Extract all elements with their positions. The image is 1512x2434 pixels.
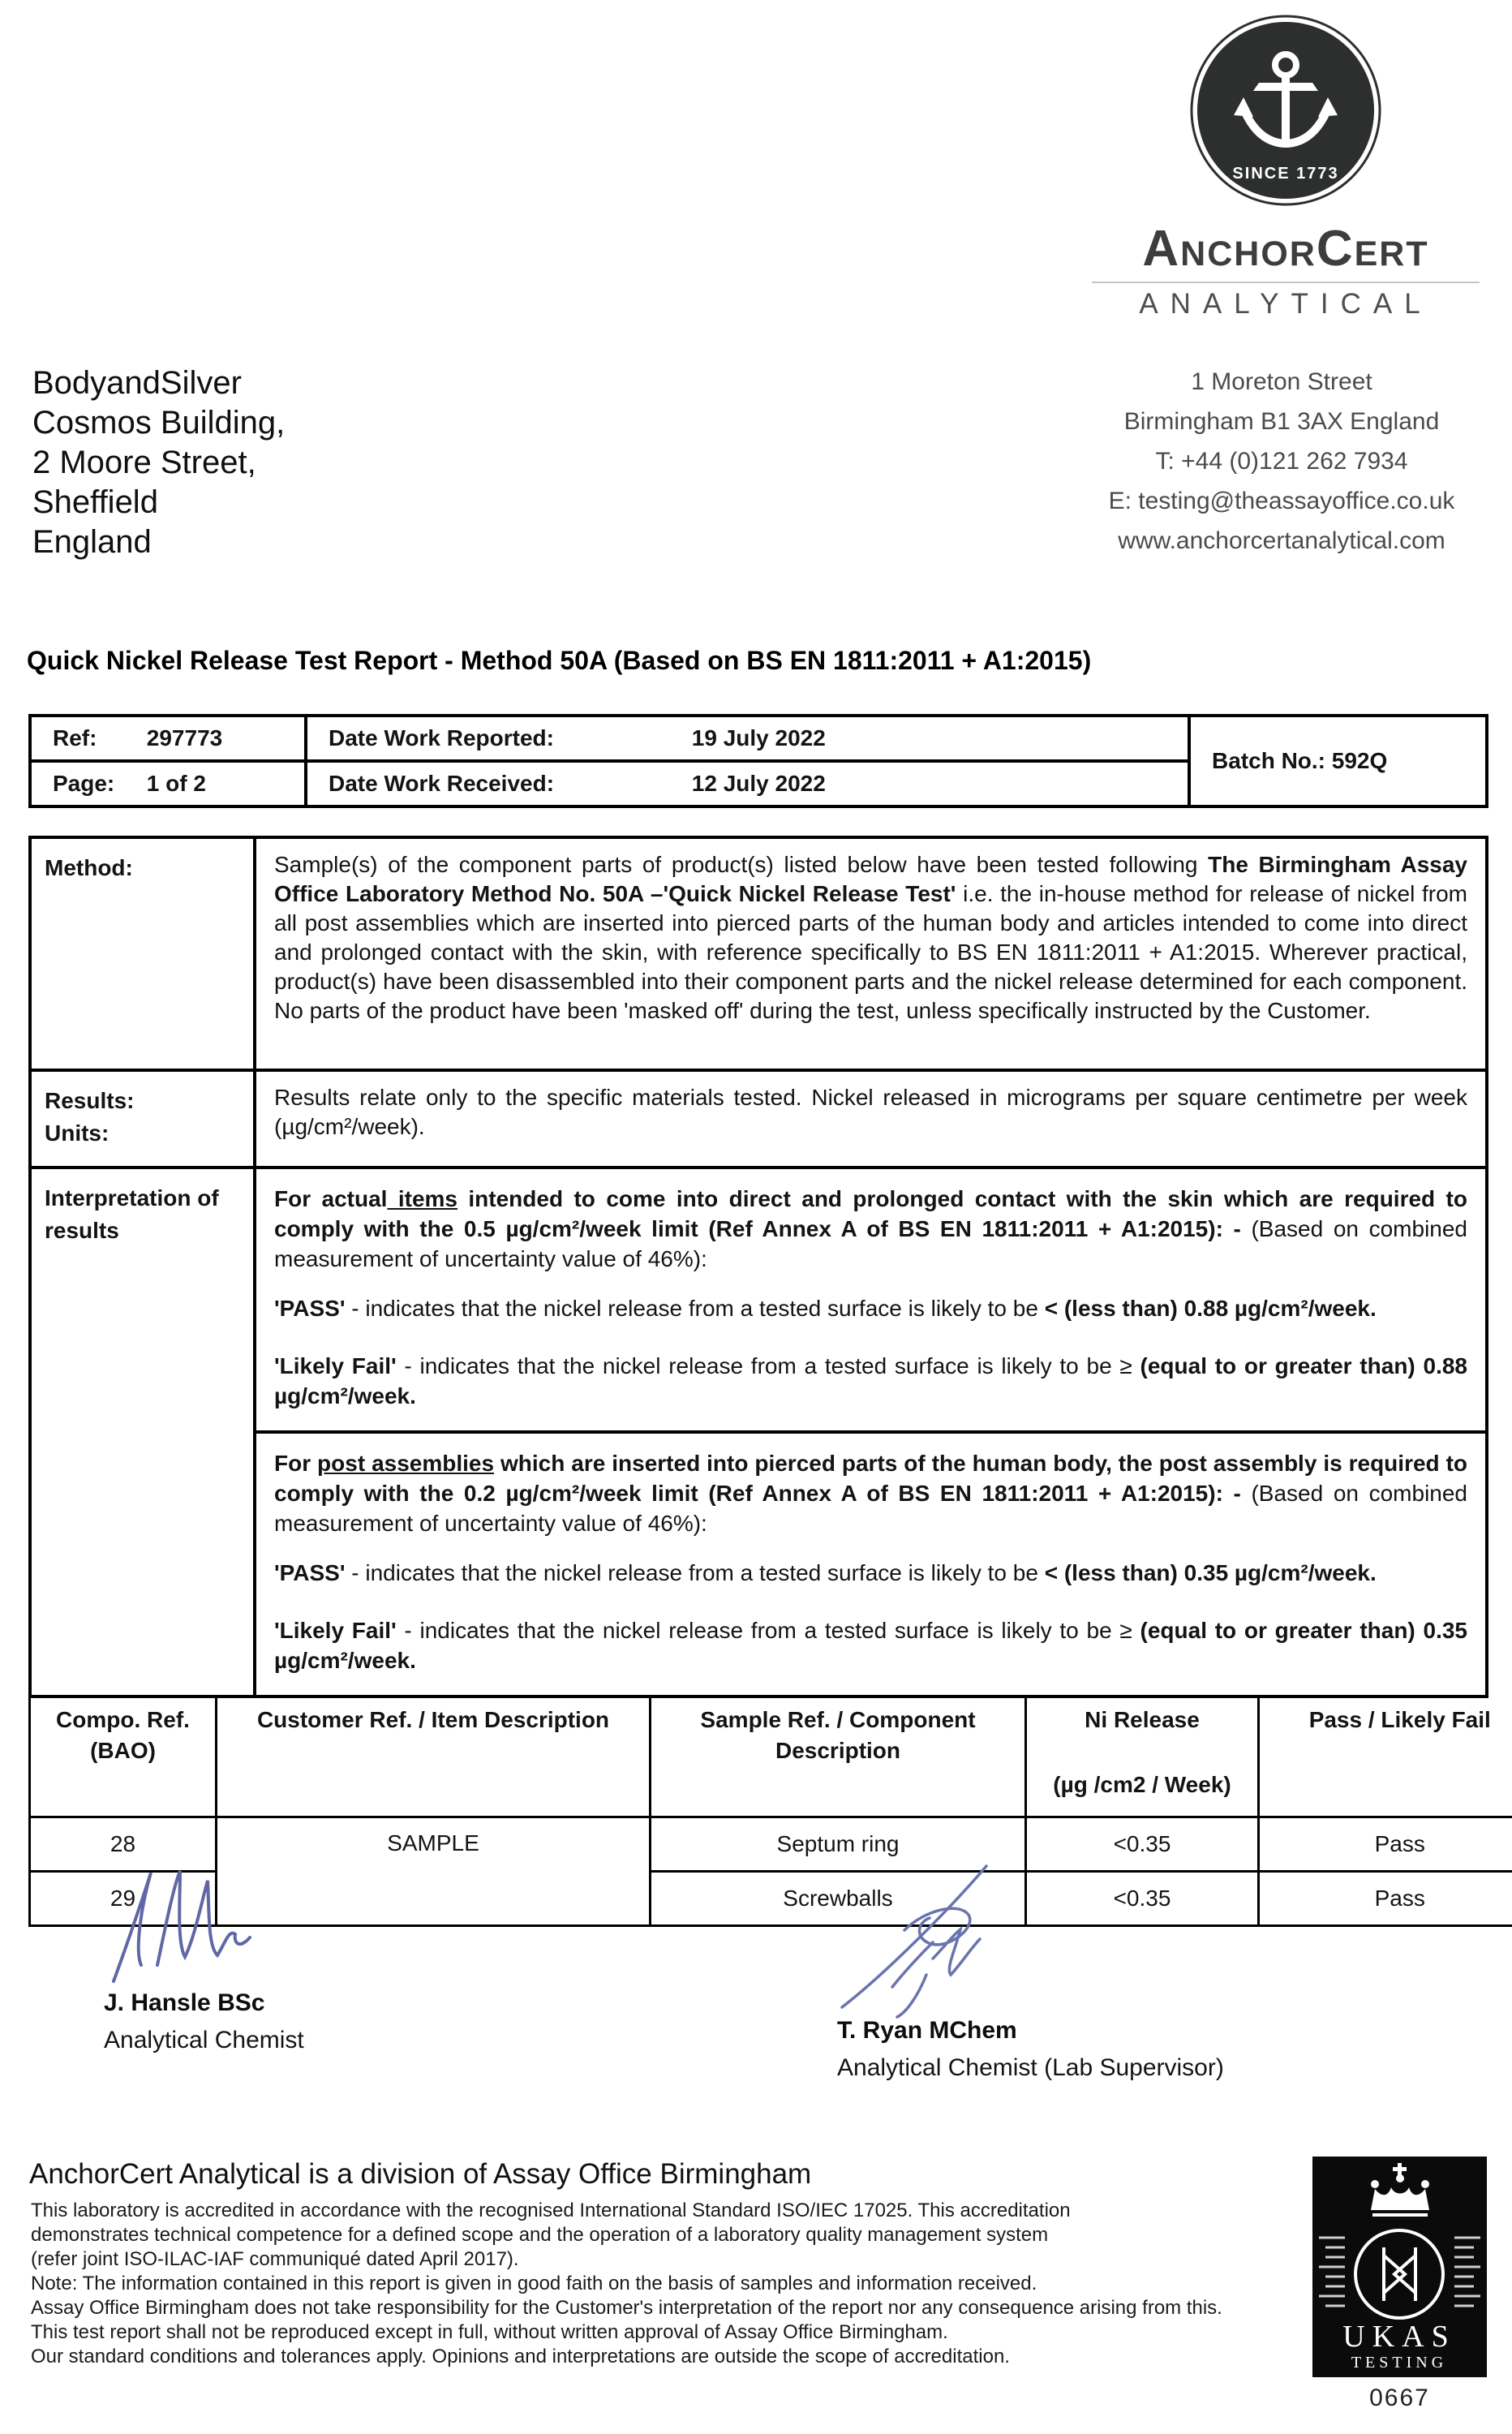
batch-number-cell: Batch No.: 592Q xyxy=(1189,716,1487,806)
col-header-pass-fail: Pass / Likely Fail xyxy=(1259,1695,1512,1817)
post-limit-text: For post assemblies which are inserted into pierced parts of the human body, the post assembly is required to comply with the 0.2 µg/cm²/week limit (Ref Annex A of BS EN 1811:2011 + A1:2015): - (Based on combined measurement of uncertainty value of 46%): xyxy=(274,1451,1468,1536)
brand-divider xyxy=(1092,282,1480,283)
results-units-row xyxy=(30,1070,1487,1168)
interpretation-post-section xyxy=(256,1434,1485,1695)
ni-release-value: <0.35 xyxy=(1026,1817,1259,1872)
signatory-role: Analytical Chemist xyxy=(104,2027,304,2053)
lab-address xyxy=(1079,362,1484,561)
compo-ref-header-sub: (BAO) xyxy=(90,1738,156,1763)
compo-ref-value: 28 xyxy=(30,1817,217,1872)
footer-line: demonstrates technical competence for a defined scope and the operation of a laboratory quality management system xyxy=(31,2224,1049,2246)
footer-disclaimer xyxy=(31,2199,1304,2369)
post-fail-definition: 'Likely Fail' - indicates that the nickel release from a tested surface is likely to be ≥ (equal to or greater than) 0.35 µg/cm²/week. xyxy=(274,1618,1467,1673)
interpretation-items-section xyxy=(256,1169,1485,1434)
ref-cell xyxy=(30,716,306,761)
footer-heading: AnchorCert Analytical is a division of Assay Office Birmingham xyxy=(29,2158,812,2190)
results-label: Results: xyxy=(45,1088,135,1113)
footer-line: This laboratory is accredited in accordance with the recognised International Standard ISO/IEC 17025. This accreditation xyxy=(31,2200,1071,2221)
date-received-label: Date Work Received: xyxy=(329,771,555,796)
method-row xyxy=(30,837,1487,1070)
report-title: Quick Nickel Release Test Report - Method 50A (Based on BS EN 1811:2011 + A1:2015) xyxy=(27,646,1092,675)
method-label: Method: xyxy=(30,837,255,1070)
signature-ryan xyxy=(827,1851,1087,2026)
customer-address-line: 2 Moore Street, xyxy=(32,445,256,480)
result-value: Pass xyxy=(1259,1872,1512,1926)
ni-release-units: (µg /cm2 / Week) xyxy=(1053,1772,1231,1797)
lab-phone: T: +44 (0)121 262 7934 xyxy=(1155,448,1408,475)
col-header-customer-ref: Customer Ref. / Item Description xyxy=(217,1695,651,1817)
method-table xyxy=(28,836,1488,1698)
compo-ref-header-text: Compo. Ref. xyxy=(56,1707,190,1732)
component-value: Septum ring xyxy=(651,1817,1026,1872)
date-received-value: 12 July 2022 xyxy=(691,771,826,796)
interpretation-label: Interpretation of results xyxy=(30,1168,255,1696)
results-units-label xyxy=(30,1070,255,1168)
signatory-name: J. Hansle BSc xyxy=(104,1989,265,2016)
date-reported-value: 19 July 2022 xyxy=(691,725,826,750)
method-text: Sample(s) of the component parts of product(s) listed below have been tested following The Birmingham Assay Office Laboratory Method No. 50A –'Quick Nickel Release Test' i.e. the in-house method for release of nickel from all post assemblies which are inserted into pierced parts of the human body and articles intended to come into direct and prolonged contact with the skin, with reference specifically to BS EN 1811:2011 + A1:2015. Wherever practical, product(s) have been disassembled into their component parts and the nickel release determined for each component. No parts of the product have been 'masked off' during the test, unless specifically instructed by the Customer. xyxy=(255,837,1487,1070)
col-header-ni-release xyxy=(1026,1695,1259,1817)
customer-address-line: England xyxy=(32,524,152,560)
table-row xyxy=(30,716,1487,761)
footer-line: (refer joint ISO-ILAC-IAF communiqué dated April 2017). xyxy=(31,2248,519,2270)
lab-email: E: testing@theassayoffice.co.uk xyxy=(1108,488,1455,514)
date-reported-label: Date Work Reported: xyxy=(329,725,554,750)
anchor-icon xyxy=(1188,11,1383,209)
footer-line: This test report shall not be reproduced except in full, without written approval of Assay Office Birmingham. xyxy=(31,2321,948,2343)
ukas-scheme-label: TESTING xyxy=(1351,2354,1448,2372)
lab-address-line: Birmingham B1 3AX England xyxy=(1123,408,1440,435)
customer-ref-value: SAMPLE xyxy=(217,1817,651,1926)
brand-wordmark: AnchorCert xyxy=(1142,221,1429,277)
signatory-role: Analytical Chemist (Lab Supervisor) xyxy=(837,2054,1224,2081)
items-limit-text: For actual items intended to come into direct and prolonged contact with the skin which are required to comply with the 0.5 µg/cm²/week limit (Ref Annex A of BS EN 1811:2011 + A1:2015): - (Based on combined measurement of uncertainty value of 46%): xyxy=(274,1186,1468,1271)
customer-address-line: BodyandSilver xyxy=(32,365,242,401)
compo-ref-value: 29 xyxy=(30,1872,217,1926)
report-tables xyxy=(28,714,1512,1927)
interpretation-row xyxy=(30,1168,1487,1696)
footer-line: Our standard conditions and tolerances apply. Opinions and interpretations are outside the scope of accreditation. xyxy=(31,2346,1010,2367)
ukas-wordmark: UKAS xyxy=(1342,2320,1456,2354)
lab-website: www.anchorcertanalytical.com xyxy=(1118,527,1445,554)
footer-line: Assay Office Birmingham does not take responsibility for the Customer's interpretation of the report nor any consequence arising from this. xyxy=(31,2297,1222,2319)
anchorcert-logo xyxy=(1079,11,1493,320)
footer-line: Note: The information contained in this report is given in good faith on the basis of samples and information received. xyxy=(31,2273,1037,2294)
ukas-testing-icon xyxy=(1312,2157,1487,2377)
ref-label: Ref: xyxy=(53,725,97,750)
lab-address-line: 1 Moreton Street xyxy=(1191,368,1372,395)
page-label: Page: xyxy=(53,771,115,796)
col-header-sample-ref: Sample Ref. / Component Description xyxy=(651,1695,1026,1817)
signatory-name: T. Ryan MChem xyxy=(837,2017,1017,2044)
result-value: Pass xyxy=(1259,1817,1512,1872)
interpretation-content xyxy=(255,1168,1487,1696)
brand-subtitle: ANALYTICAL xyxy=(1139,288,1433,320)
customer-address-line: Sheffield xyxy=(32,484,158,520)
units-label: Units: xyxy=(45,1120,110,1146)
post-pass-definition: 'PASS' - indicates that the nickel release from a tested surface is likely to be < (less than) 0.35 µg/cm²/week. xyxy=(274,1560,1377,1585)
ukas-accreditation xyxy=(1312,2157,1487,2412)
ni-release-header-text: Ni Release xyxy=(1085,1707,1200,1732)
date-received-cell xyxy=(306,761,1189,806)
signatory-right xyxy=(837,2017,1224,2082)
customer-address-line: Cosmos Building, xyxy=(32,405,286,441)
results-table-header xyxy=(30,1695,1512,1817)
items-pass-definition: 'PASS' - indicates that the nickel release from a tested surface is likely to be < (less than) 0.88 µg/cm²/week. xyxy=(274,1296,1377,1321)
ref-value: 297773 xyxy=(146,725,223,750)
items-fail-definition: 'Likely Fail' - indicates that the nickel release from a tested surface is likely to be ≥ (equal to or greater than) 0.88 µg/cm²/week. xyxy=(274,1353,1467,1408)
date-reported-cell xyxy=(306,716,1189,761)
page-cell xyxy=(30,761,306,806)
col-header-compo-ref xyxy=(30,1695,217,1817)
signature-hansle xyxy=(89,1860,341,1993)
component-value: Screwballs xyxy=(651,1872,1026,1926)
results-units-text: Results relate only to the specific materials tested. Nickel released in micrograms per square centimetre per week (µg/cm²/week). xyxy=(255,1070,1487,1168)
reference-table xyxy=(28,714,1488,808)
logo-since-text: SINCE 1773 xyxy=(1232,165,1339,183)
customer-address xyxy=(32,363,285,562)
ni-release-value: <0.35 xyxy=(1026,1872,1259,1926)
signatory-left xyxy=(104,1989,304,2054)
ukas-number: 0667 xyxy=(1369,2385,1430,2411)
page-value: 1 of 2 xyxy=(146,771,206,796)
